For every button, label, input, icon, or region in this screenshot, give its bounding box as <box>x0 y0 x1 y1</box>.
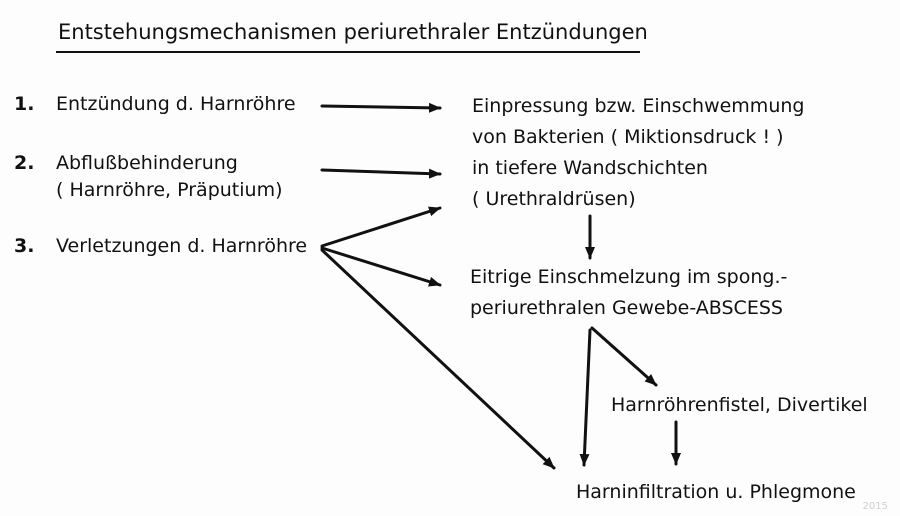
cause-2-number: 2. <box>14 152 35 174</box>
cause-1-label: Entzündung d. Harnröhre <box>56 93 296 115</box>
effect-1-line-2: von Bakterien ( Miktionsdruck ! ) <box>472 126 784 148</box>
arrow-cause3-to-ingress <box>322 208 440 246</box>
effect-1-line-3: in tiefere Wandschichten <box>472 157 708 179</box>
cause-2-label: Abflußbehinderung <box>56 152 238 174</box>
cause-2-detail: ( Harnröhre, Präputium) <box>56 179 283 201</box>
arrow-cause2-to-ingress <box>322 170 440 174</box>
arrow-abscess-to-infiltration <box>584 330 590 465</box>
watermark-year: 2015 <box>862 501 888 512</box>
arrow-cause3-to-infiltration <box>322 250 554 468</box>
effect-2-line-1: Eitrige Einschmelzung im spong.- <box>470 266 788 288</box>
effect-2-line-2: periurethralen Gewebe-ABSCESS <box>470 297 783 319</box>
arrow-cause1-to-ingress <box>322 106 440 108</box>
effect-fistula-diverticulum: Harnröhrenfistel, Divertikel <box>611 394 868 416</box>
effect-infiltration-phlegmon: Harninfiltration u. Phlegmone <box>576 481 856 503</box>
arrow-abscess-to-fistula <box>592 328 656 385</box>
effect-1-line-4: ( Urethraldrüsen) <box>472 188 636 210</box>
effect-1-line-1: Einpressung bzw. Einschwemmung <box>472 95 805 117</box>
cause-3-number: 3. <box>14 235 35 257</box>
cause-3-label: Verletzungen d. Harnröhre <box>56 235 308 257</box>
cause-1-number: 1. <box>14 93 35 115</box>
diagram-title: Entstehungsmechanismen periurethraler Entzündungen <box>58 20 648 44</box>
